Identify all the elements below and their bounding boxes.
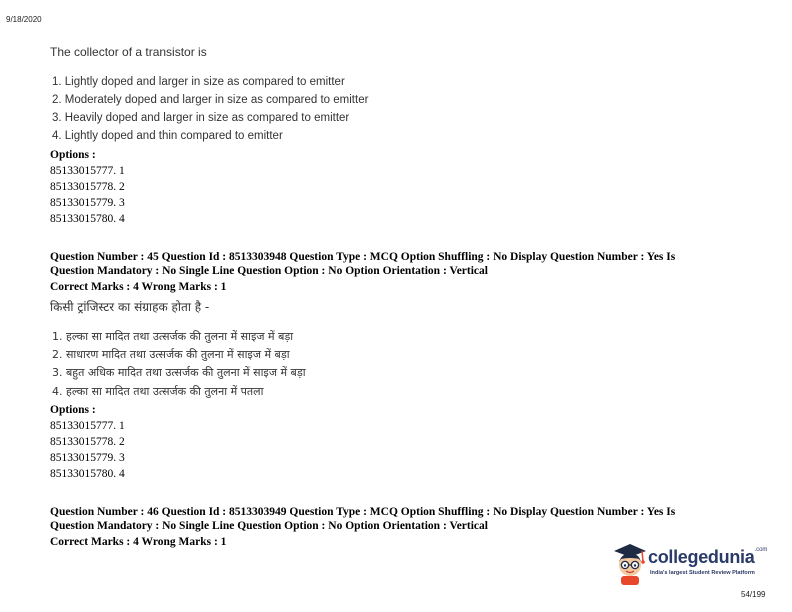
logo-tld: .com [754,547,768,553]
print-date: 9/18/2020 [6,15,42,24]
logo-tagline: India's largest Student Review Platform [650,570,755,576]
options-label: Options : [50,404,96,416]
choice-item: 2. Moderately doped and larger in size as compared to emitter [52,94,369,106]
choice-item: 3. बहुत अधिक मादित तथा उत्सर्जक की तुलना में साइज में बड़ा [52,366,306,379]
page-number: 54/199 [741,590,766,599]
choice-item: 1. हल्का सा मादित तथा उत्सर्जक की तुलना में साइज में बड़ा [52,330,294,343]
logo-name: collegedunia [648,547,755,567]
question-meta: Question Number : 46 Question Id : 8513303949 Question Type : MCQ Option Shuffling : No Display Question Number : Yes Is [50,506,676,518]
option-id: 85133015778. 2 [50,181,125,193]
option-id: 85133015778. 2 [50,436,125,448]
choice-item: 4. Lightly doped and thin compared to emitter [52,130,283,142]
choice-item: 2. साधारण मादित तथा उत्सर्जक की तुलना में साइज में बड़ा [52,348,290,361]
question-meta: Question Mandatory : No Single Line Question Option : No Option Orientation : Vertical [50,265,488,277]
marks-info: Correct Marks : 4 Wrong Marks : 1 [50,536,227,548]
option-id: 85133015780. 4 [50,468,125,480]
options-label: Options : [50,149,96,161]
option-id: 85133015780. 4 [50,213,125,225]
question-text: The collector of a transistor is [50,45,207,59]
option-id: 85133015779. 3 [50,452,125,464]
mascot-icon [612,541,648,585]
option-id: 85133015779. 3 [50,197,125,209]
question-meta: Question Mandatory : No Single Line Question Option : No Option Orientation : Vertical [50,520,488,532]
choice-item: 3. Heavily doped and larger in size as compared to emitter [52,112,350,124]
question-meta: Question Number : 45 Question Id : 8513303948 Question Type : MCQ Option Shuffling : No Display Question Number : Yes Is [50,251,676,263]
marks-info: Correct Marks : 4 Wrong Marks : 1 [50,281,227,293]
choice-item: 4. हल्का सा मादित तथा उत्सर्जक की तुलना में पतला [52,385,264,398]
option-id: 85133015777. 1 [50,420,125,432]
choice-item: 1. Lightly doped and larger in size as compared to emitter [52,76,345,88]
collegedunia-logo [612,541,772,589]
option-id: 85133015777. 1 [50,165,125,177]
question-text: किसी ट्रांजिस्टर का संग्राहक होता है - [50,300,210,314]
